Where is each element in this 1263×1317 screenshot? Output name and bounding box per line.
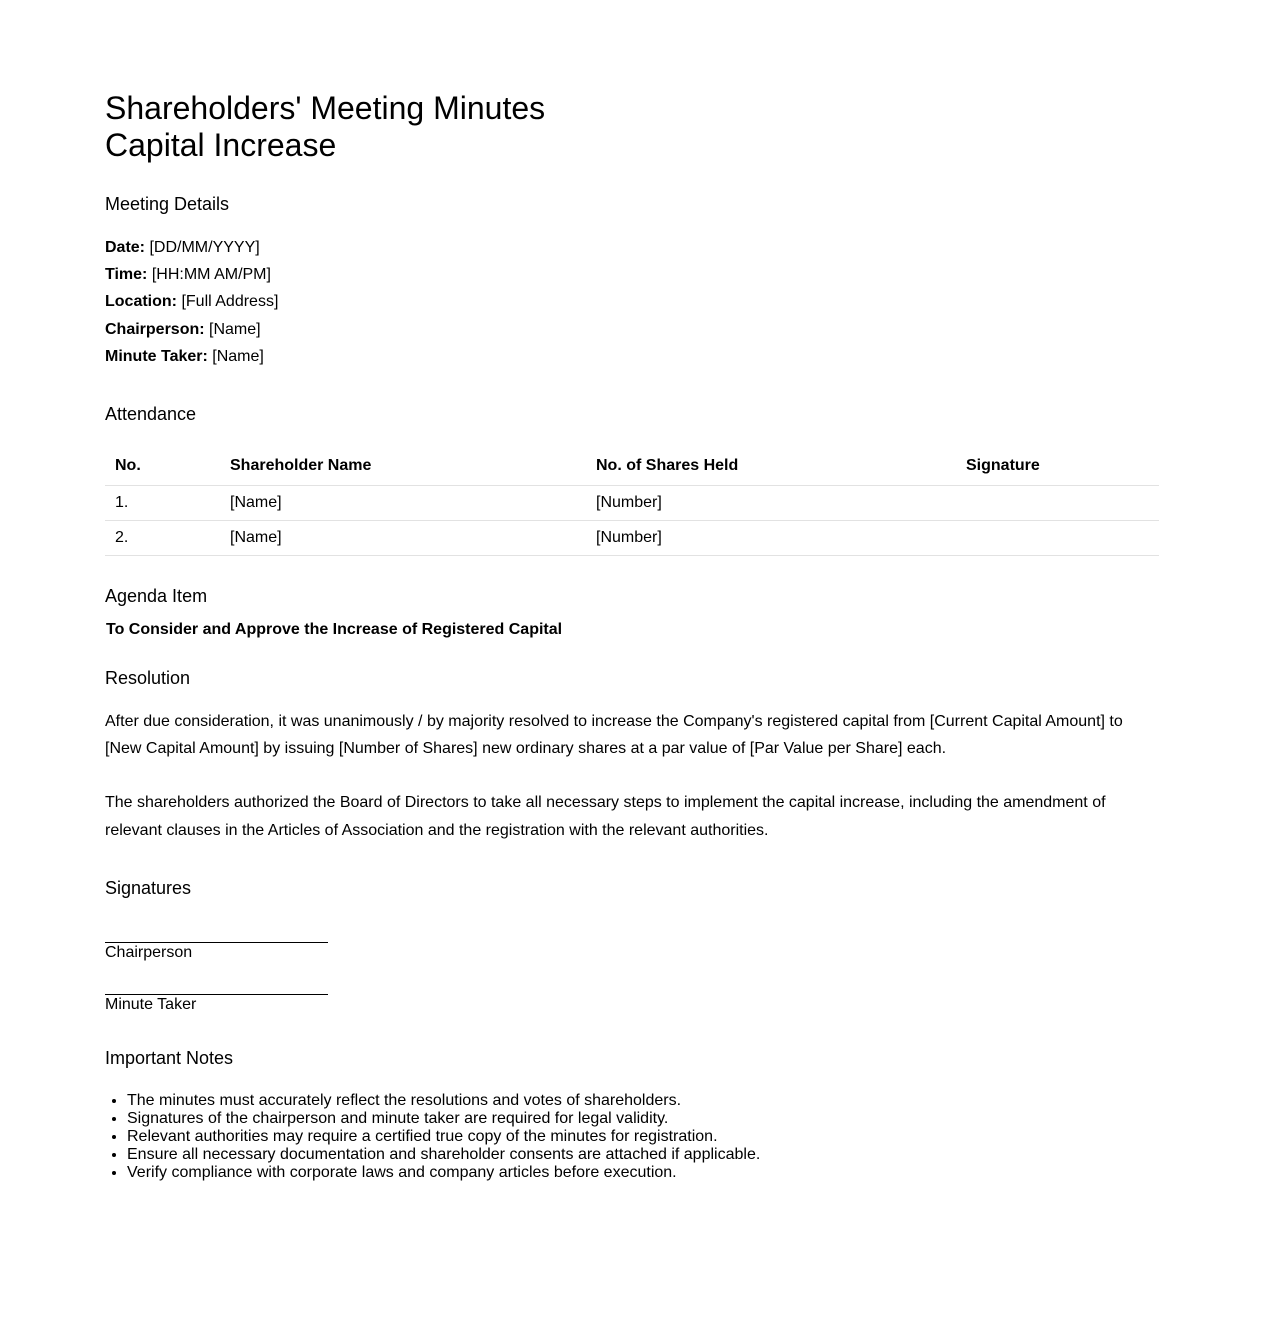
title-line-2: Capital Increase [105,127,337,163]
column-header-shareholder-name: Shareholder Name [220,447,586,486]
list-item: • Signatures of the chairperson and minute taker are required for legal validity. [127,1110,1159,1128]
signature-line [105,942,328,943]
cell-no: 1. [105,486,220,521]
table-row [105,486,1159,521]
important-notes-heading: Important Notes [105,1047,234,1068]
detail-date [105,234,1159,261]
document-content [105,90,1159,1182]
meeting-details-heading: Meeting Details [105,194,230,214]
column-header-shares-held: No. of Shares Held [586,447,956,486]
cell-shareholder-name: [Name] [220,486,586,521]
signature-label: Chairperson [105,943,193,961]
detail-label: Date: [105,239,146,256]
table-row [105,521,1159,556]
detail-chairperson [105,316,1159,343]
agenda-heading: Agenda Item [105,586,208,607]
signature-line [105,994,328,995]
column-header-no: No. [105,447,220,486]
detail-value: [HH:MM AM/PM] [151,266,271,284]
cell-shares-held: [Number] [586,486,956,521]
attendance-table [105,447,1159,556]
resolution-paragraph-1: After due consideration, it was unanimously / by majority resolved to increase the Company's registered capital from [Current Capital Amount] to [New Capital Amount] by issuing [Number of Shares] new ordinary shares at a par value of [Par Value per Share] each. [105,713,1123,758]
signatures-heading: Signatures [105,877,192,898]
detail-label: Chairperson: [105,320,205,338]
document-title [105,90,1159,164]
list-item: • Relevant authorities may require a certified true copy of the minutes for registration. [127,1128,1159,1146]
cell-signature [956,521,1159,556]
cell-shares-held: [Number] [586,521,956,556]
signature-block-minute-taker [105,994,328,1014]
signature-label: Minute Taker [105,995,197,1013]
detail-label: Time: [105,266,148,284]
title-line-1: Shareholders' Meeting Minutes [105,90,546,126]
detail-label: Minute Taker: [105,347,208,365]
detail-value: [Name] [209,320,261,338]
list-item: • Ensure all necessary documentation and shareholder consents are attached if applicable. [127,1146,1159,1164]
detail-value: [Name] [212,347,264,365]
cell-shareholder-name: [Name] [220,521,586,556]
detail-time [105,261,1159,288]
detail-value: [DD/MM/YYYY] [149,239,260,256]
detail-value: [Full Address] [181,293,279,311]
detail-minute-taker [105,343,1159,370]
table-header-row [105,447,1159,486]
list-item: • The minutes must accurately reflect the resolutions and votes of shareholders. [127,1092,1159,1110]
resolution-paragraph-2: The shareholders authorized the Board of Directors to take all necessary steps to implement the capital increase, including the amendment of relevant clauses in the Articles of Association and the registration with the relevant authorities. [105,794,1106,839]
column-header-signature: Signature [956,447,1159,486]
detail-label: Location: [105,293,177,311]
agenda-item-title: To Consider and Approve the Increase of Registered Capital [106,621,563,639]
important-notes-list [105,1092,1159,1182]
attendance-heading: Attendance [105,404,197,425]
cell-signature [956,486,1159,521]
signature-block-chairperson [105,942,328,962]
cell-no: 2. [105,521,220,556]
detail-location [105,288,1159,315]
list-item: • Verify compliance with corporate laws and company articles before execution. [127,1164,1159,1182]
resolution-heading: Resolution [105,668,191,689]
meeting-details-list [105,234,1159,370]
